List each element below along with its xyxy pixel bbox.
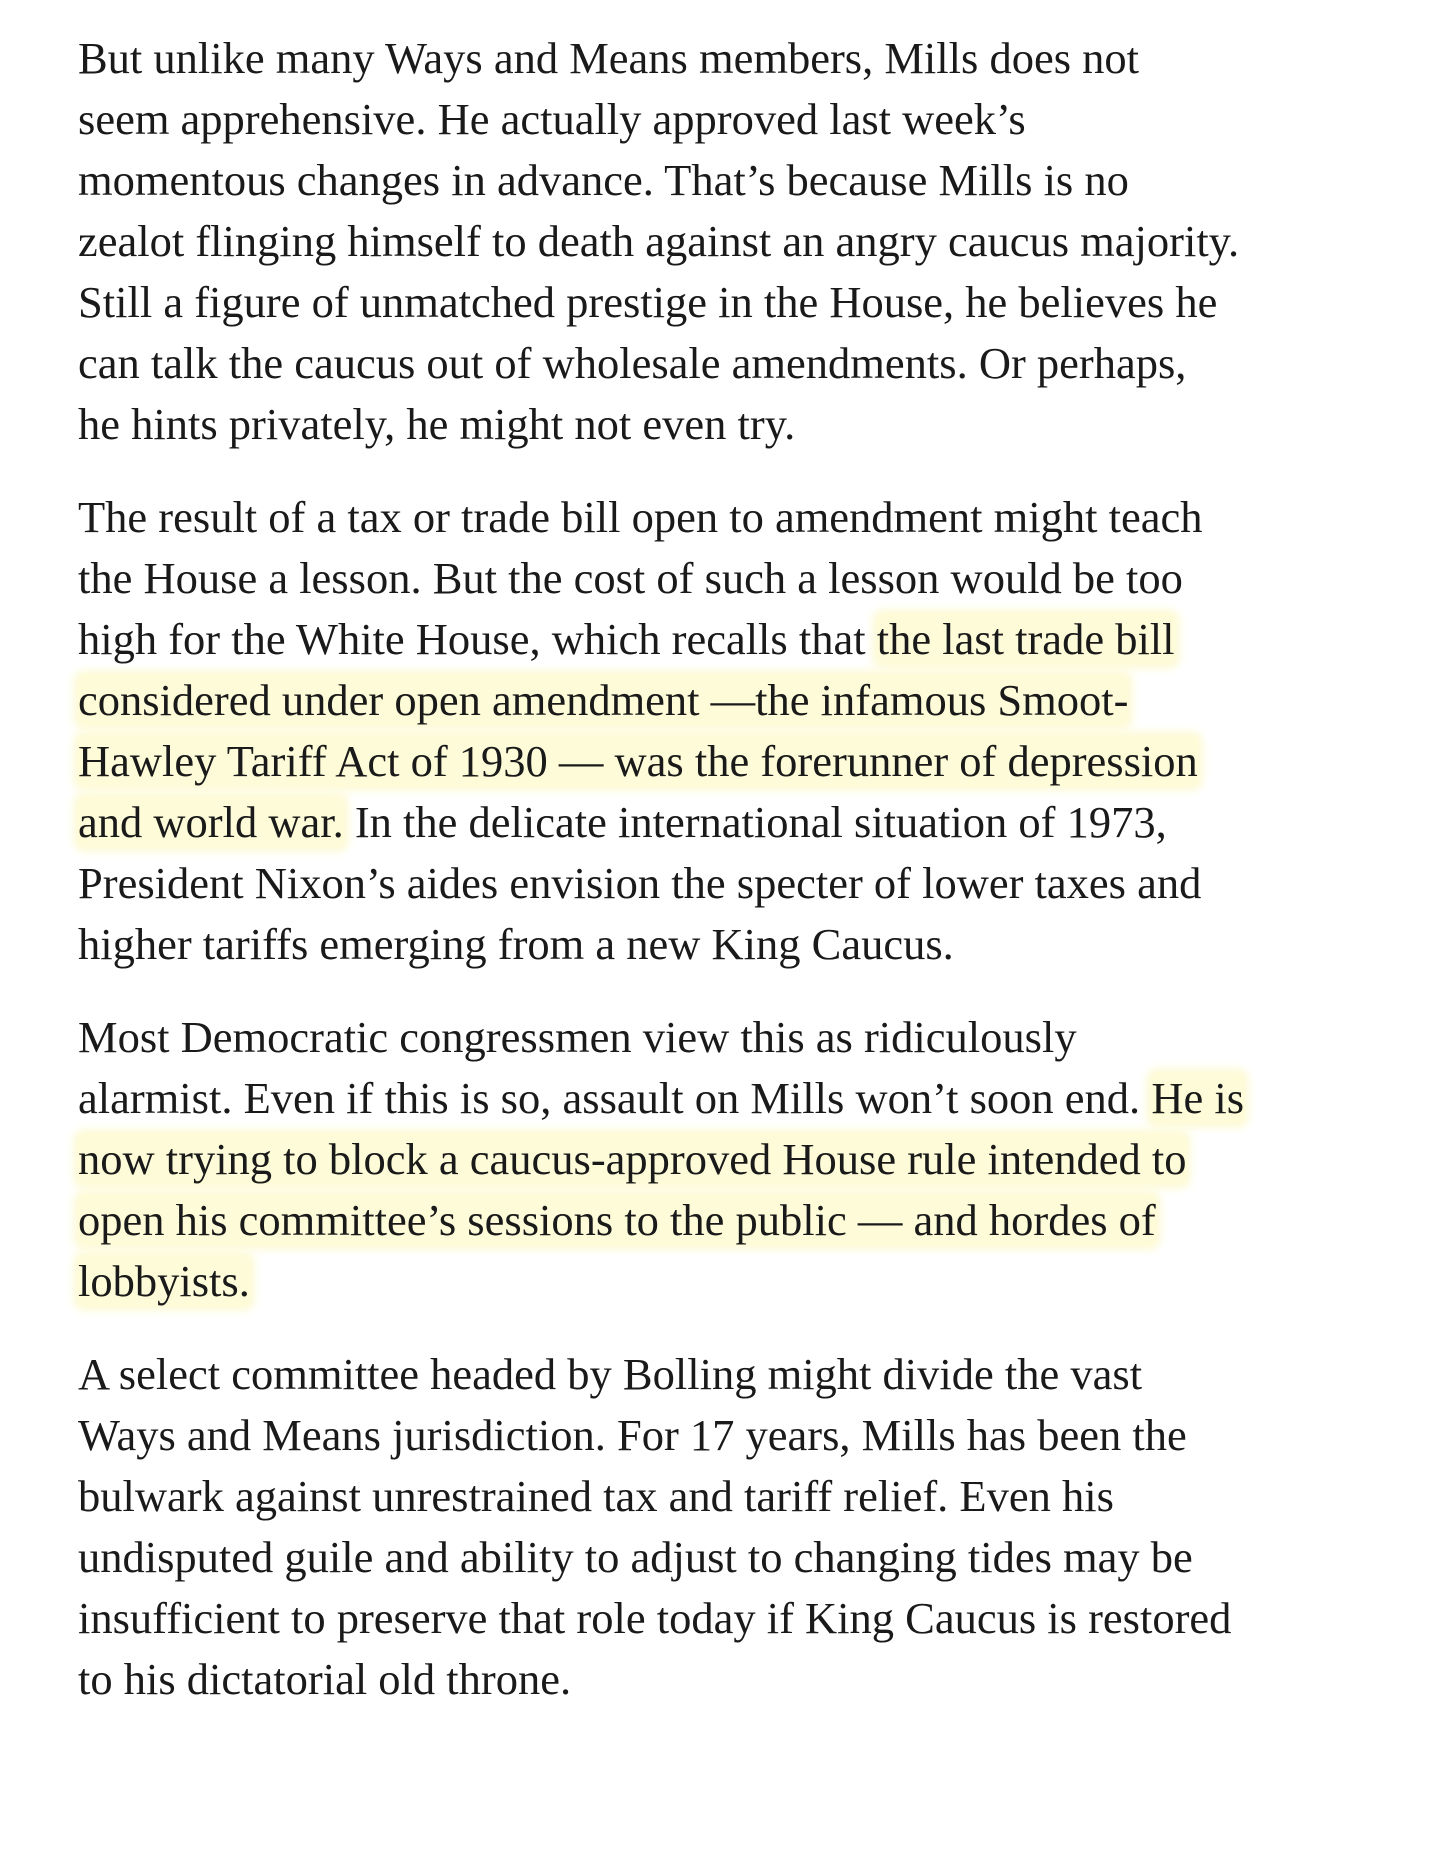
text-line [78, 1527, 1408, 1588]
text-line [78, 1344, 1408, 1405]
text-line [78, 272, 1408, 333]
highlighted-text: considered under open amendment —the infamous Smoot- [78, 675, 1129, 725]
body-text: zealot flinging himself to death against an angry caucus majority. [78, 216, 1240, 266]
paragraph [78, 1007, 1408, 1312]
text-line [78, 1251, 1408, 1312]
text-line [78, 89, 1408, 150]
text-line [78, 853, 1408, 914]
text-line [78, 394, 1408, 455]
highlighted-text: the last trade bill [876, 614, 1175, 664]
highlighted-text: open his committee’s sessions to the public — and hordes of [78, 1195, 1156, 1245]
body-text: insufficient to preserve that role today if King Caucus is restored [78, 1593, 1232, 1643]
text-line [78, 1007, 1408, 1068]
text-line [78, 333, 1408, 394]
body-text: alarmist. Even if this is so, assault on Mills won’t soon end. [78, 1073, 1152, 1123]
body-text: But unlike many Ways and Means members, Mills does not [78, 33, 1140, 83]
text-line [78, 548, 1408, 609]
body-text: high for the White House, which recalls that [78, 614, 877, 664]
body-text: can talk the caucus out of wholesale amendments. Or perhaps, [78, 338, 1187, 388]
highlighted-text: now trying to block a caucus-approved House rule intended to [78, 1134, 1187, 1184]
text-line [78, 792, 1408, 853]
body-text: Ways and Means jurisdiction. For 17 years, Mills has been the [78, 1410, 1187, 1460]
highlighted-text: lobbyists. [78, 1256, 250, 1306]
text-line [78, 211, 1408, 272]
text-line [78, 1405, 1408, 1466]
document-page [78, 28, 1408, 1742]
text-line [78, 1190, 1408, 1251]
text-line [78, 731, 1408, 792]
text-line [78, 670, 1408, 731]
paragraph [78, 487, 1408, 975]
highlighted-text: He is [1151, 1073, 1245, 1123]
body-text: momentous changes in advance. That’s because Mills is no [78, 155, 1129, 205]
body-text: The result of a tax or trade bill open to amendment might teach [78, 492, 1203, 542]
body-text: A select committee headed by Bolling might divide the vast [78, 1349, 1143, 1399]
text-line [78, 1466, 1408, 1527]
text-line [78, 487, 1408, 548]
text-line [78, 914, 1408, 975]
text-line [78, 150, 1408, 211]
text-line [78, 609, 1408, 670]
body-text: President Nixon’s aides envision the specter of lower taxes and [78, 858, 1202, 908]
highlighted-text: Hawley Tariff Act of 1930 — was the forerunner of depression [78, 736, 1198, 786]
text-line [78, 1068, 1408, 1129]
text-line [78, 1129, 1408, 1190]
body-text: bulwark against unrestrained tax and tariff relief. Even his [78, 1471, 1114, 1521]
paragraph [78, 28, 1408, 455]
body-text: Most Democratic congressmen view this as ridiculously [78, 1012, 1077, 1062]
body-text: he hints privately, he might not even try. [78, 399, 796, 449]
paragraph [78, 1344, 1408, 1710]
body-text: the House a lesson. But the cost of such a lesson would be too [78, 553, 1183, 603]
text-line [78, 1649, 1408, 1710]
text-line [78, 28, 1408, 89]
body-text: to his dictatorial old throne. [78, 1654, 572, 1704]
body-text: seem apprehensive. He actually approved last week’s [78, 94, 1026, 144]
body-text: In the delicate international situation of 1973, [343, 797, 1167, 847]
highlighted-text: and world war. [78, 797, 344, 847]
text-line [78, 1588, 1408, 1649]
body-text: higher tariffs emerging from a new King Caucus. [78, 919, 954, 969]
body-text: Still a figure of unmatched prestige in the House, he believes he [78, 277, 1218, 327]
body-text: undisputed guile and ability to adjust to changing tides may be [78, 1532, 1193, 1582]
